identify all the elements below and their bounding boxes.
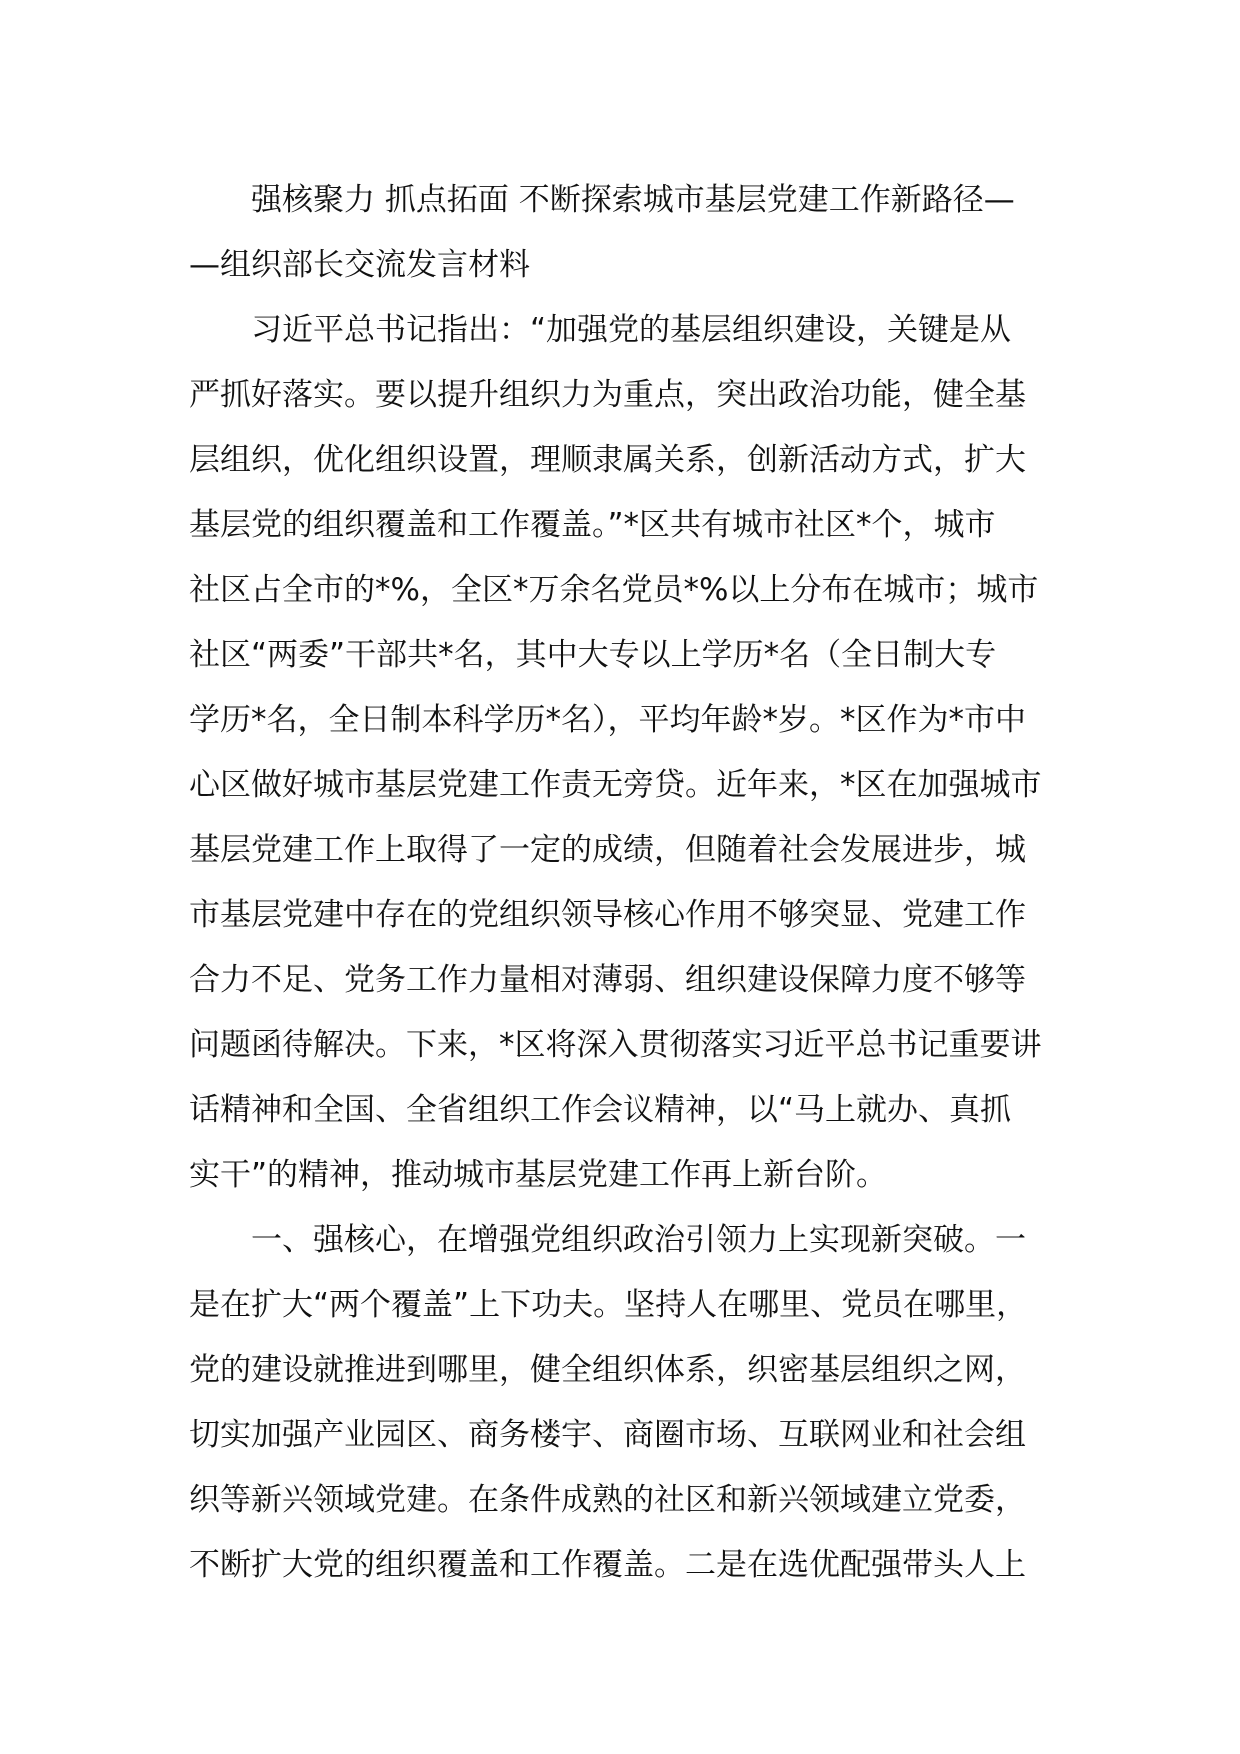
title-line-1: 强核聚力 抓点拓面 不断探索城市基层党建工作新路径— (251, 182, 1015, 218)
paragraph-2-line: 不断扩大党的组织覆盖和工作覆盖。二是在选优配强带头人上 (189, 1547, 1026, 1583)
paragraph-1-line: 习近平总书记指出：“加强党的基层组织建设，关键是从 (251, 312, 1012, 348)
paragraph-1-line: 市基层党建中存在的党组织领导核心作用不够突显、党建工作 (189, 897, 1026, 933)
paragraph-2-line: 是在扩大“两个覆盖”上下功夫。坚持人在哪里、党员在哪里， (189, 1287, 1028, 1323)
paragraph-2-line: 党的建设就推进到哪里，健全组织体系，织密基层组织之网， (189, 1352, 1026, 1388)
paragraph-1-line: 层组织，优化组织设置，理顺隶属关系，创新活动方式，扩大 (189, 442, 1026, 478)
paragraph-1-line: 社区占全市的*%，全区*万余名党员*%以上分布在城市；城市 (189, 572, 1039, 608)
paragraph-1-line: 学历*名，全日制本科学历*名），平均年龄*岁。*区作为*市中 (189, 702, 1026, 738)
paragraph-2-line: 切实加强产业园区、商务楼宇、商圈市场、互联网业和社会组 (189, 1417, 1026, 1453)
paragraph-1-line: 基层党建工作上取得了一定的成绩，但随着社会发展进步，城 (189, 832, 1026, 868)
paragraph-2-line: 织等新兴领域党建。在条件成熟的社区和新兴领域建立党委， (189, 1482, 1026, 1518)
title-line-2: —组织部长交流发言材料 (189, 247, 530, 283)
paragraph-1-line: 严抓好落实。要以提升组织力为重点，突出政治功能，健全基 (189, 377, 1026, 413)
document-body (189, 168, 1089, 1598)
paragraph-1-line: 合力不足、党务工作力量相对薄弱、组织建设保障力度不够等 (189, 962, 1026, 998)
paragraph-1-line: 心区做好城市基层党建工作责无旁贷。近年来，*区在加强城市 (189, 767, 1042, 803)
paragraph-1-line: 实干”的精神，推动城市基层党建工作再上新台阶。 (189, 1157, 888, 1193)
paragraph-2-line: 一、强核心，在增强党组织政治引领力上实现新突破。一 (251, 1222, 1026, 1258)
paragraph-1-line: 社区“两委”干部共*名，其中大专以上学历*名（全日制大专 (189, 637, 997, 673)
paragraph-1-line: 基层党的组织覆盖和工作覆盖。”*区共有城市社区*个，城市 (189, 507, 996, 543)
paragraph-1-line: 问题函待解决。下来，*区将深入贯彻落实习近平总书记重要讲 (189, 1027, 1042, 1063)
paragraph-1-line: 话精神和全国、全省组织工作会议精神，以“马上就办、真抓 (189, 1092, 1012, 1128)
